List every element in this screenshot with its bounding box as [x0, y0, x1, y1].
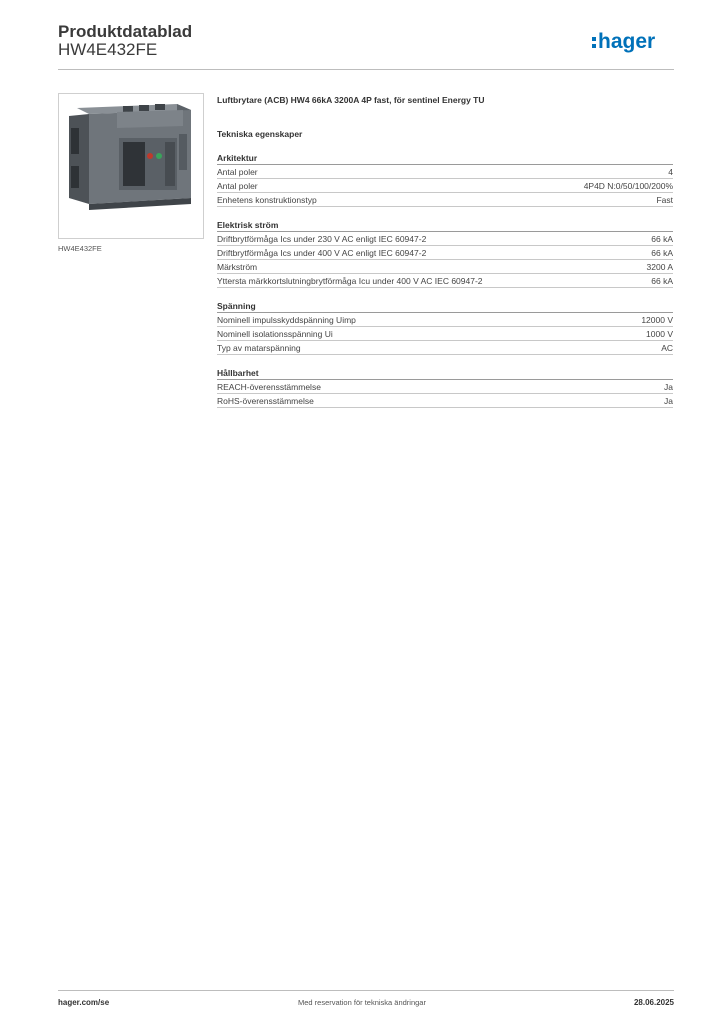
spec-label: Driftbrytförmåga Ics under 230 V AC enligt IEC 60947-2	[217, 234, 427, 244]
spec-row	[217, 327, 673, 341]
group-title: Hållbarhet	[217, 367, 673, 380]
spec-value: 1000 V	[646, 329, 673, 339]
spec-row	[217, 341, 673, 355]
spec-row	[217, 232, 673, 246]
image-caption: HW4E432FE	[58, 244, 102, 253]
logo-text: hager	[598, 30, 656, 53]
spec-label: Antal poler	[217, 181, 258, 191]
spec-label: RoHS-överensstämmelse	[217, 396, 314, 406]
product-image	[58, 93, 204, 239]
spec-row	[217, 260, 673, 274]
header-divider	[58, 69, 674, 70]
footer-divider	[58, 990, 674, 991]
footer-notice: Med reservation för tekniska ändringar	[298, 998, 426, 1007]
spec-value: 66 kA	[651, 248, 673, 258]
spec-group-sustainability	[217, 367, 673, 408]
spec-value: 66 kA	[651, 276, 673, 286]
group-title: Arkitektur	[217, 152, 673, 165]
spec-value: Ja	[664, 382, 673, 392]
spec-value: 3200 A	[646, 262, 673, 272]
spec-value: 12000 V	[641, 315, 673, 325]
section-heading: Tekniska egenskaper	[217, 129, 303, 139]
spec-label: Yttersta märkkortslutningbrytförmåga Icu under 400 V AC IEC 60947-2	[217, 276, 483, 286]
footer-website-link[interactable]: hager.com/se	[58, 998, 110, 1007]
spec-row	[217, 313, 673, 327]
group-title: Spänning	[217, 300, 673, 313]
spec-label: REACH-överensstämmelse	[217, 382, 321, 392]
spec-label: Nominell impulsskyddspänning Uimp	[217, 315, 356, 325]
spec-row	[217, 193, 673, 207]
spec-row	[217, 380, 673, 394]
spec-group-voltage	[217, 300, 673, 355]
spec-label: Antal poler	[217, 167, 258, 177]
hager-logo	[592, 28, 674, 54]
footer-date: 28.06.2025	[633, 998, 674, 1007]
spec-value: AC	[661, 343, 673, 353]
product-code: HW4E432FE	[58, 40, 158, 59]
spec-label: Typ av matarspänning	[217, 343, 301, 353]
spec-label: Enhetens konstruktionstyp	[217, 195, 317, 205]
document-title: Produktdatablad	[58, 22, 193, 41]
spec-row	[217, 246, 673, 260]
spec-row	[217, 274, 673, 288]
spec-row	[217, 165, 673, 179]
spec-label: Nominell isolationsspänning Ui	[217, 329, 333, 339]
specifications-content	[217, 94, 673, 408]
page-header	[58, 22, 674, 68]
spec-value: 4	[668, 167, 673, 177]
spec-label: Märkström	[217, 262, 258, 272]
spec-group-architecture	[217, 152, 673, 207]
spec-value: Fast	[656, 195, 673, 205]
spec-row	[217, 179, 673, 193]
product-description: Luftbrytare (ACB) HW4 66kA 3200A 4P fast, för sentinel Energy TU	[217, 95, 485, 105]
circuit-breaker-illustration	[59, 94, 203, 238]
spec-label: Driftbrytförmåga Ics under 400 V AC enligt IEC 60947-2	[217, 248, 427, 258]
spec-value: 4P4D N:0/50/100/200%	[583, 181, 673, 191]
spec-value: Ja	[664, 396, 673, 406]
group-title: Elektrisk ström	[217, 219, 673, 232]
spec-value: 66 kA	[651, 234, 673, 244]
spec-row	[217, 394, 673, 408]
spec-group-electric-current	[217, 219, 673, 288]
